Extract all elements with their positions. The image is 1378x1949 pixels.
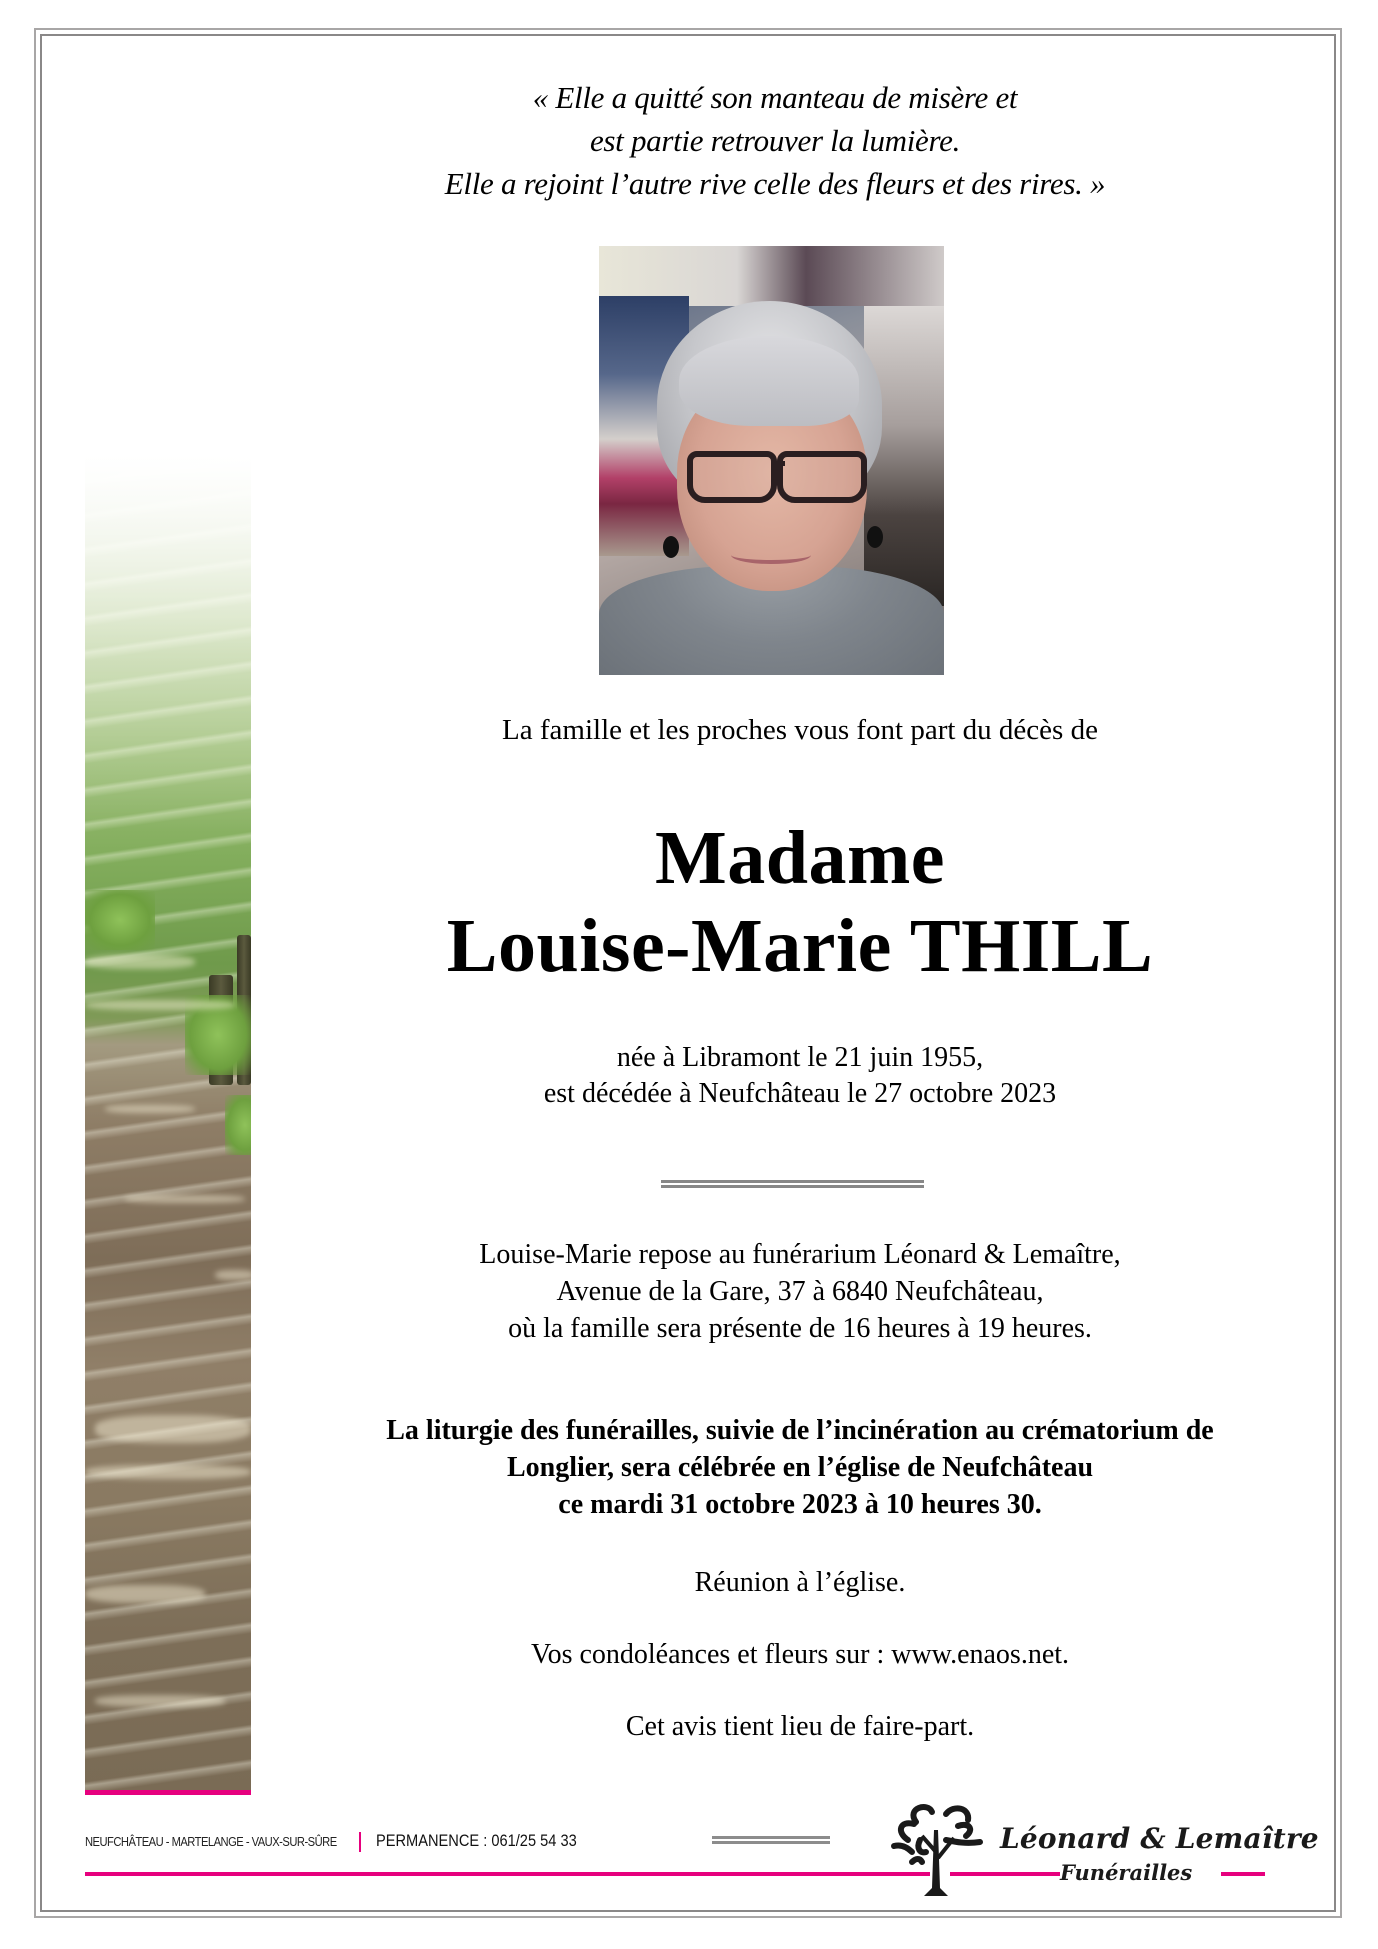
announcement-text: La famille et les proches vous font part du décès de xyxy=(502,714,1098,746)
funerarium-line: Avenue de la Gare, 37 à 6840 Neufchâteau, xyxy=(556,1276,1044,1307)
liturgy-info xyxy=(250,1412,1350,1523)
funerarium-info xyxy=(250,1236,1350,1347)
reunion-text: Réunion à l’église. xyxy=(694,1567,906,1598)
footer-locations: NEUFCHÂTEAU - MARTELANGE - VAUX-SUR-SÛRE xyxy=(85,1834,337,1849)
deceased-title: Madame xyxy=(654,816,946,900)
forest-path-image xyxy=(85,455,251,1795)
liturgy-line: La liturgie des funérailles, suivie de l’incinération au crématorium de xyxy=(386,1415,1214,1446)
liturgy-line: ce mardi 31 octobre 2023 à 10 heures 30. xyxy=(558,1489,1042,1520)
logo-accent-line-mid xyxy=(950,1872,1060,1876)
strip-accent-bar xyxy=(85,1790,251,1795)
deceased-name: Louise-Marie THILL xyxy=(446,904,1154,988)
condolences-text: Vos condoléances et fleurs sur : www.enaos.net. xyxy=(530,1639,1070,1670)
funerarium-line: Louise-Marie repose au funérarium Léonard & Lemaître, xyxy=(479,1239,1121,1270)
footer-permanence-phone: PERMANENCE : 061/25 54 33 xyxy=(376,1831,577,1850)
funerarium-line: où la famille sera présente de 16 heures à 19 heures. xyxy=(508,1313,1092,1344)
life-dates xyxy=(250,1040,1350,1112)
section-divider xyxy=(661,1180,924,1188)
logo-accent-line-left xyxy=(700,1872,888,1876)
faire-part-text: Cet avis tient lieu de faire-part. xyxy=(625,1711,975,1742)
footer-double-rule xyxy=(712,1836,830,1844)
tree-icon xyxy=(886,1800,992,1900)
logo-company-name: Léonard & Lemaître xyxy=(1000,1822,1319,1855)
quote-line: « Elle a quitté son manteau de misère et xyxy=(532,80,1018,115)
logo-accent-line-right xyxy=(1221,1872,1265,1876)
footer-separator xyxy=(359,1832,361,1852)
quote-line: Elle a rejoint l’autre rive celle des fleurs et des rires. » xyxy=(444,166,1106,201)
birth-line: née à Libramont le 21 juin 1955, xyxy=(616,1042,984,1073)
memorial-quote xyxy=(250,76,1300,205)
quote-line: est partie retrouver la lumière. xyxy=(589,123,961,158)
death-line: est décédée à Neufchâteau le 27 octobre 2023 xyxy=(543,1078,1057,1109)
logo-company-subtitle: Funérailles xyxy=(1060,1860,1193,1885)
portrait-photo xyxy=(599,246,944,675)
liturgy-line: Longlier, sera célébrée en l’église de Neufchâteau xyxy=(506,1452,1094,1483)
